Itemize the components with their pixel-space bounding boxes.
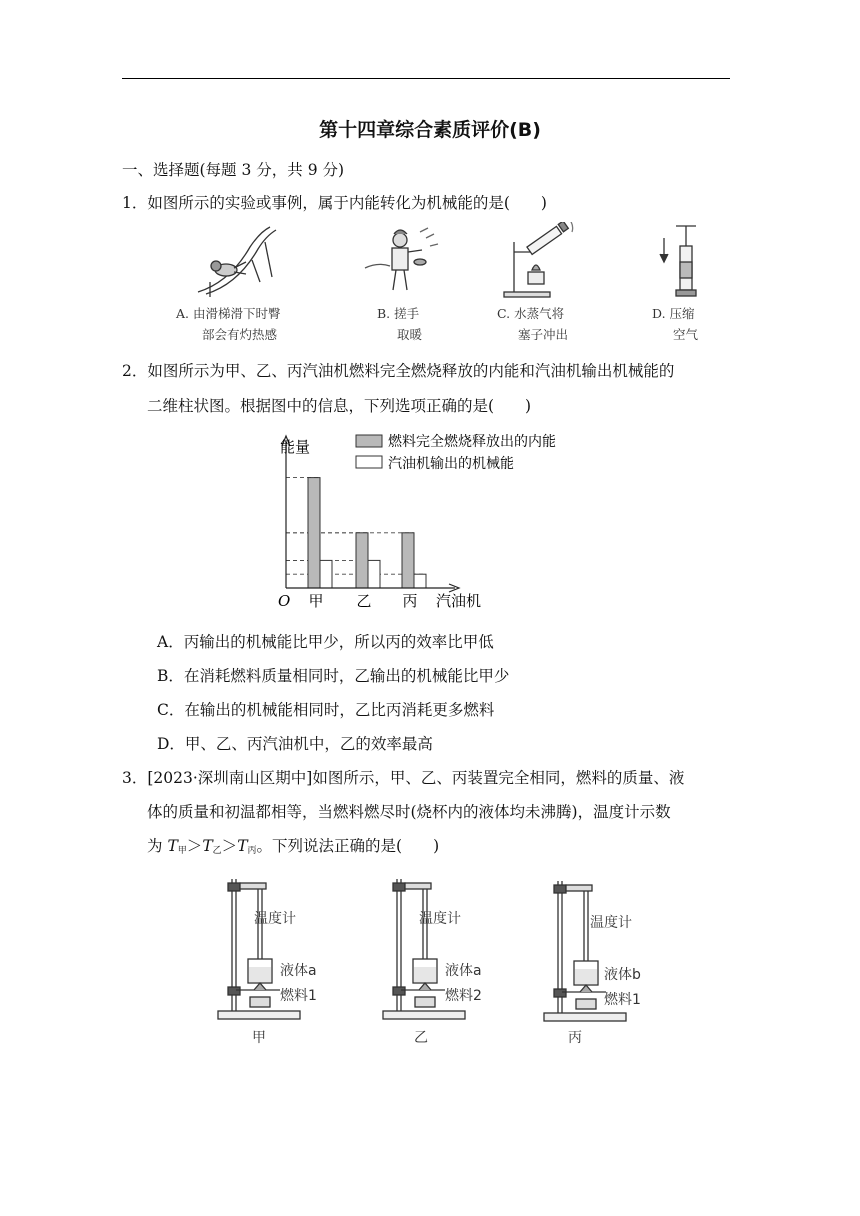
bar-internal-energy-2 <box>402 533 414 588</box>
origin-label: O <box>278 592 291 610</box>
apparatus-label-yi: 乙 <box>414 1030 428 1046</box>
legend-label-internal-energy: 燃料完全燃烧释放出的内能 <box>388 434 556 450</box>
q1-caption-a <box>176 303 280 345</box>
top-rule <box>122 78 730 79</box>
air-pump-figure <box>660 226 696 296</box>
energy-bar-chart <box>270 430 600 615</box>
gt-sign: ＞ <box>221 837 238 855</box>
bar-mechanical-energy-2 <box>414 574 426 588</box>
subscript: 甲 <box>177 846 187 856</box>
caption-line: 空气 <box>673 327 699 342</box>
caption-line: 塞子冲出 <box>518 327 569 342</box>
hand-rubbing-figure <box>365 228 438 290</box>
q2-stem-line2: 二维柱状图。根据图中的信息，下列选项正确的是( ) <box>147 397 532 415</box>
caption-line: 部会有灼热感 <box>202 327 278 342</box>
subscript: 丙 <box>247 846 257 856</box>
thermometer-label: 温度计 <box>254 911 296 927</box>
liquid-label: 液体b <box>604 967 641 983</box>
page-title: 第十四章综合素质评价(B) <box>319 119 541 141</box>
liquid-label: 液体a <box>280 963 317 979</box>
q2-stem-line1: 2．如图所示为甲、乙、丙汽油机燃料完全燃烧释放的内能和汽油机输出机械能的 <box>122 362 675 380</box>
q1-figures <box>190 222 750 302</box>
caption-line: A. 由滑梯滑下时臀 <box>176 306 281 321</box>
bar-mechanical-energy-0 <box>320 560 332 588</box>
q1-caption-d <box>652 303 698 345</box>
q1-caption-c <box>497 303 568 345</box>
y-axis-label: 能量 <box>280 438 311 456</box>
caption-line: 取暖 <box>397 327 423 342</box>
x-tick-label: 甲 <box>308 592 324 610</box>
subscript: 乙 <box>212 846 222 856</box>
apparatus-label-jia: 甲 <box>252 1030 266 1046</box>
apparatus-jia <box>212 875 342 1025</box>
fuel-label: 燃料1 <box>604 992 641 1008</box>
q3-stem-line3 <box>147 834 439 856</box>
fuel-label: 燃料1 <box>280 988 317 1004</box>
x-axis-label: 汽油机 <box>436 592 482 610</box>
liquid-label: 液体a <box>445 963 482 979</box>
apparatus-bing <box>538 877 668 1027</box>
x-tick-label: 乙 <box>356 592 372 610</box>
bar-internal-energy-1 <box>356 533 368 588</box>
q2-option-c: C．在输出的机械能相同时，乙比丙消耗更多燃料 <box>157 701 495 719</box>
apparatus-yi <box>377 875 507 1025</box>
legend <box>356 433 556 472</box>
legend-swatch-mechanical-energy <box>356 456 382 468</box>
q2-option-a: A．丙输出的机械能比甲少，所以丙的效率比甲低 <box>157 633 494 651</box>
slide-figure <box>198 227 276 297</box>
gt-sign: ＞ <box>186 837 203 855</box>
q1-stem: 1．如图所示的实验或事例，属于内能转化为机械能的是( ) <box>122 194 547 212</box>
q2-option-b: B．在消耗燃料质量相同时，乙输出的机械能比甲少 <box>157 667 510 685</box>
bar-mechanical-energy-1 <box>368 560 380 588</box>
var-t: T <box>202 837 213 855</box>
q2-option-d: D．甲、乙、丙汽油机中，乙的效率最高 <box>157 735 433 753</box>
q1-caption-b <box>377 303 422 345</box>
section-heading: 一、选择题(每题 3 分，共 9 分) <box>122 161 345 179</box>
caption-line: C. 水蒸气将 <box>497 306 565 321</box>
x-tick-label: 丙 <box>402 592 418 610</box>
stem-text: 。下列说法正确的是( ) <box>256 837 440 855</box>
stem-text: 为 <box>147 837 168 855</box>
thermometer-label: 温度计 <box>590 915 632 931</box>
var-t: T <box>167 837 178 855</box>
q3-stem-line2: 体的质量和初温都相等，当燃料燃尽时(烧杯内的液体均未沸腾)，温度计示数 <box>147 803 671 821</box>
bar-internal-energy-0 <box>308 478 320 588</box>
fuel-label: 燃料2 <box>445 988 482 1004</box>
steam-tube-figure <box>504 222 573 297</box>
apparatus-label-bing: 丙 <box>568 1030 582 1046</box>
q3-stem-line1: 3．[2023·深圳南山区期中]如图所示，甲、乙、丙装置完全相同，燃料的质量、液 <box>122 769 685 787</box>
var-t: T <box>237 837 248 855</box>
thermometer-label: 温度计 <box>419 911 461 927</box>
caption-line: B. 搓手 <box>377 306 420 321</box>
legend-label-mechanical-energy: 汽油机输出的机械能 <box>388 456 514 472</box>
legend-swatch-internal-energy <box>356 435 382 447</box>
caption-line: D. 压缩 <box>652 306 695 321</box>
